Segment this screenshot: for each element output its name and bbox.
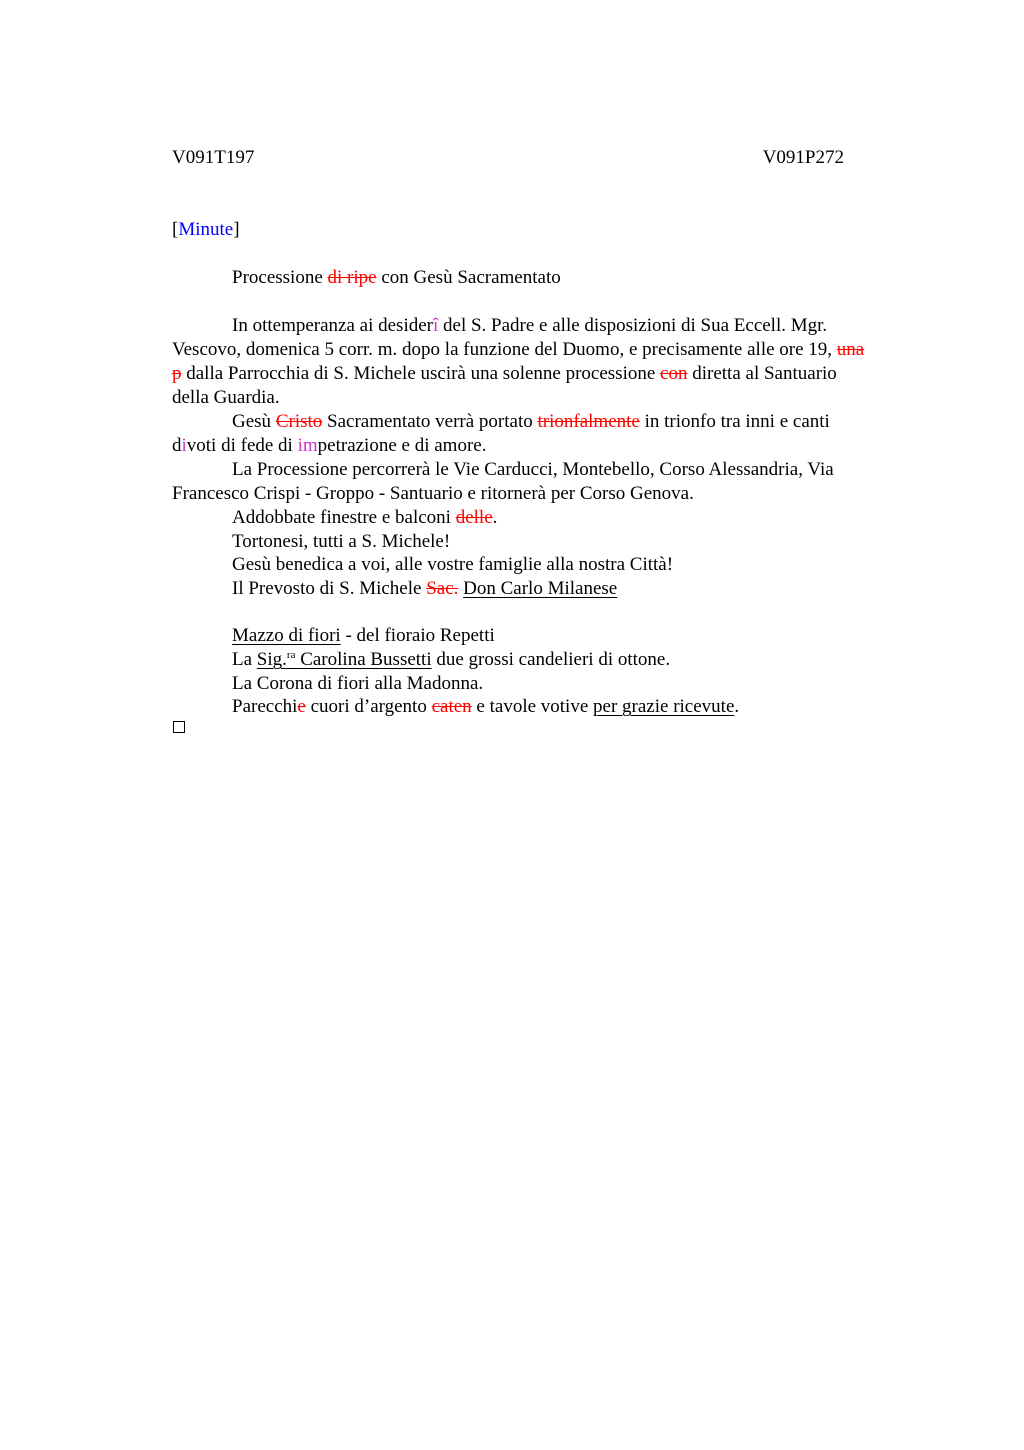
checkbox[interactable] — [173, 721, 185, 733]
paragraph-1-line-4: della Guardia. — [172, 387, 280, 408]
underlined-text — [257, 649, 432, 670]
note-2 — [232, 648, 670, 672]
inserted-text: i — [181, 435, 187, 456]
deleted-text: con — [660, 363, 688, 384]
text: Gesù — [232, 411, 276, 432]
paragraph-6: Gesù benedica a voi, alle vostre famiglie alla nostra Città! — [232, 554, 674, 575]
minute-bracket-close: ] — [233, 219, 240, 240]
deleted-text: Cristo — [275, 411, 323, 432]
deleted-text: delle — [455, 507, 493, 528]
paragraph-1-line-2 — [172, 338, 864, 362]
document-title — [232, 266, 561, 290]
text: Carolina Bussetti — [295, 649, 432, 670]
deleted-text: e — [297, 696, 306, 717]
text: Il Prevosto di S. Michele — [232, 578, 427, 599]
text: due grossi candelieri di ottone. — [431, 649, 671, 670]
text: Sacramentato verrà portato — [322, 411, 538, 432]
deleted-text: p — [172, 363, 182, 384]
signature-name: Don Carlo Milanese — [463, 578, 618, 599]
underlined-text: per grazie ricevute — [593, 696, 735, 717]
text: voti di fede di — [186, 435, 298, 456]
deleted-text: caten — [431, 696, 472, 717]
text: - del fioraio Repetti — [340, 625, 495, 646]
paragraph-2-line-1 — [232, 410, 830, 434]
minute-bracket-open: [ — [172, 219, 179, 240]
document-code-left: V091T197 — [172, 147, 255, 168]
paragraph-1-line-1 — [232, 314, 827, 338]
text: cuori d’argento — [305, 696, 432, 717]
minute-label — [172, 218, 240, 242]
text: dalla Parrocchia di S. Michele uscirà una solenne processione — [181, 363, 661, 384]
deleted-text: Sac. — [426, 578, 459, 599]
text: . — [492, 507, 498, 528]
paragraph-1-line-3 — [172, 362, 837, 386]
text: Sig. — [256, 649, 287, 670]
minute-link[interactable]: Minute — [178, 219, 234, 240]
text: Vescovo, domenica 5 corr. m. dopo la funzione del Duomo, e precisamente alle ore 19, — [172, 339, 837, 360]
text: . — [734, 696, 740, 717]
text: d — [172, 435, 182, 456]
paragraph-3-line-1: La Processione percorrerà le Vie Carducci, Montebello, Corso Alessandria, Via — [232, 459, 834, 480]
note-4 — [232, 695, 739, 719]
text: Parecchi — [232, 696, 298, 717]
text: in trionfo tra inni e canti — [639, 411, 830, 432]
title-text: con Gesù Sacramentato — [376, 267, 561, 288]
inserted-text: î — [432, 315, 439, 336]
superscript: ra — [286, 649, 296, 661]
text: La — [232, 649, 257, 670]
text: Addobbate finestre e balconi — [232, 507, 456, 528]
title-text: Processione — [232, 267, 328, 288]
deleted-text: una — [836, 339, 865, 360]
note-1 — [232, 624, 495, 648]
text: In ottemperanza ai desider — [232, 315, 433, 336]
deleted-text: trionfalmente — [537, 411, 640, 432]
text: e tavole votive — [471, 696, 594, 717]
text: diretta al Santuario — [687, 363, 837, 384]
note-3: La Corona di fiori alla Madonna. — [232, 673, 484, 694]
paragraph-3-line-2: Francesco Crispi - Groppo - Santuario e ritornerà per Corso Genova. — [172, 483, 694, 504]
text: petrazione e di amore. — [317, 435, 487, 456]
inserted-text: im — [297, 435, 318, 456]
document-code-right: V091P272 — [762, 147, 844, 168]
text: del S. Padre e alle disposizioni di Sua Eccell. Mgr. — [438, 315, 828, 336]
paragraph-4 — [232, 506, 497, 530]
underlined-text: Mazzo di fiori — [232, 625, 341, 646]
paragraph-5: Tortonesi, tutti a S. Michele! — [232, 531, 451, 552]
signature-line — [232, 577, 617, 601]
deleted-text: di ripe — [327, 267, 377, 288]
paragraph-2-line-2 — [172, 434, 486, 458]
